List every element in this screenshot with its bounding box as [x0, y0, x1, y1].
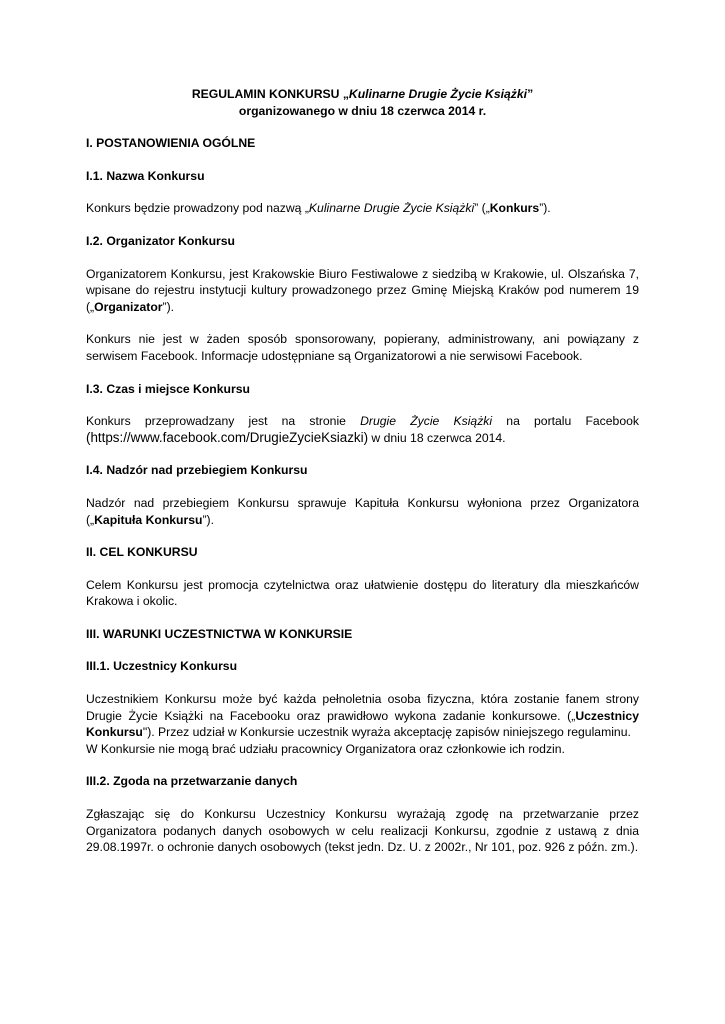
paragraph-supervision: Nadzór nad przebiegiem Konkursu sprawuje Kapituła Konkursu wyłoniona przez Organizatora („Kapituła Konkursu”).: [86, 495, 639, 527]
paragraph-participants: Uczestnikiem Konkursu może być każda pełnoletnia osoba fizyczna, która zostanie fanem strony Drugie Życie Książki na Facebooku oraz prawidłowo wykona zadanie konkursowe. („Uczestnicy Konkursu"). Przez udział w Konkursie uczestnik wyraża akceptację zapisów niniejszego regulaminu.: [86, 692, 639, 740]
paragraph-facebook-disclaimer: Konkurs nie jest w żaden sposób sponsorowany, popierany, administrowany, ani powiązany z serwisem Facebook. Informacje udostępniane są Organizatorowi a nie serwisowi Facebook.: [86, 332, 639, 363]
subsection-heading-participants: III.1. Uczestnicy Konkursu: [86, 659, 238, 674]
document-subtitle: organizowanego w dniu 18 czerwca 2014 r.: [238, 103, 487, 118]
subsection-heading-time-place: I.3. Czas i miejsce Konkursu: [86, 381, 250, 396]
contest-name: Kulinarne Drugie Życie Książki: [348, 87, 528, 101]
section-heading-goal: II. CEL KONKURSU: [86, 545, 198, 560]
paragraph-organizer: Organizatorem Konkursu, jest Krakowskie Biuro Festiwalowe z siedzibą w Krakowie, ul. Olszańska 7, wpisane do rejestru instytucji kultury prowadzonego przez Gminę Miejską Kraków pod numerem 19 („Organizator”).: [86, 266, 639, 314]
section-heading-conditions: III. WARUNKI UCZESTNICTWA W KONKURSIE: [86, 626, 353, 641]
paragraph-data-consent: Zgłaszając się do Konkursu Uczestnicy Konkursu wyrażają zgodę na przetwarzanie przez Organizatora podanych danych osobowych w celu realizacji Konkursu, zgodnie z ustawą z dnia 29.08.1997r. o ochronie danych osobowych (tekst jedn. Dz. U. z 2002r., Nr 101, poz. 926 z późn. zm.).: [86, 807, 639, 855]
paragraph-time-place: Konkurs przeprowadzany jest na stronie Drugie Życie Książki na portalu Facebook (https://www.facebook.com/DrugieZycieKsiazki) w dniu 18 czerwca 2014.: [86, 414, 639, 445]
paragraph-contest-name: Konkurs będzie prowadzony pod nazwą „Kulinarne Drugie Życie Książki” („Konkurs”).: [86, 201, 551, 216]
subsection-heading-data-consent: III.2. Zgoda na przetwarzanie danych: [86, 774, 298, 789]
subsection-heading-organizer: I.2. Organizator Konkursu: [86, 233, 235, 248]
subsection-heading-supervision: I.4. Nadzór nad przebiegiem Konkursu: [86, 463, 308, 478]
document-page: [86, 86, 639, 856]
document-title: REGULAMIN KONKURSU „Kulinarne Drugie Życie Książki”: [191, 87, 534, 101]
facebook-url: (https://www.facebook.com/DrugieZycieKsiazki): [86, 429, 369, 445]
subsection-heading-name: I.1. Nazwa Konkursu: [86, 168, 205, 183]
paragraph-goal: Celem Konkursu jest promocja czytelnictwa oraz ułatwienie dostępu do literatury dla mieszkańców Krakowa i okolic.: [86, 577, 639, 609]
section-heading-general: I. POSTANOWIENIA OGÓLNE: [86, 136, 256, 151]
paragraph-participants-exclusion: W Konkursie nie mogą brać udziału pracownicy Organizatora oraz członkowie ich rodzin.: [86, 741, 565, 756]
